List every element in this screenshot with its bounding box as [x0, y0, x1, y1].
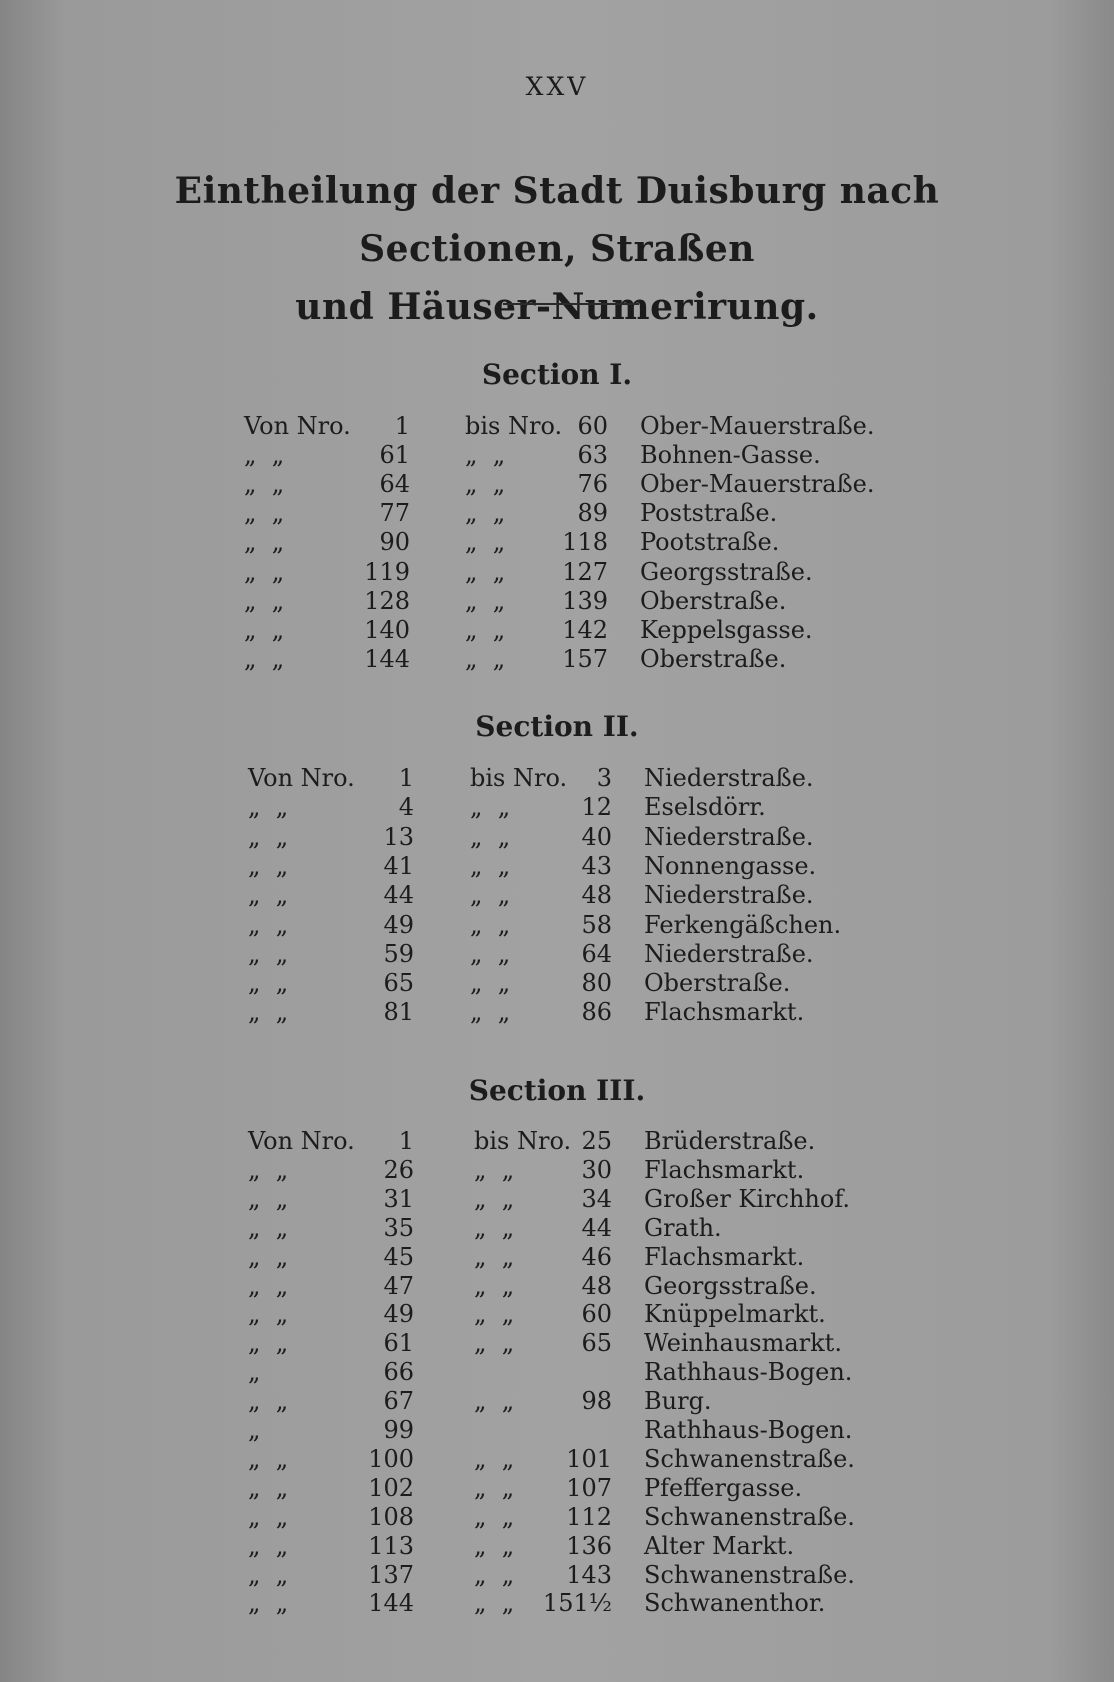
von-label: „ „: [248, 1560, 289, 1589]
from-number: 1: [398, 764, 414, 792]
street-name: Georgsstraße.: [640, 557, 813, 586]
table-row: [0, 969, 1114, 998]
to-number: 12: [581, 793, 612, 822]
street-name: Alter Markt.: [644, 1531, 795, 1560]
street-name: Georgsstraße.: [644, 1271, 817, 1300]
table-row: [0, 764, 1114, 793]
von-label: „ „: [248, 1329, 289, 1358]
von-label: „ „: [248, 1184, 289, 1213]
to-number: 43: [581, 851, 612, 880]
street-name: Flachsmarkt.: [644, 1242, 805, 1271]
table-row: [0, 1503, 1114, 1532]
street-name: Pfeffergasse.: [644, 1473, 803, 1502]
bis-label: „ „: [470, 793, 511, 822]
table-row: [0, 587, 1114, 616]
to-number: 60: [577, 412, 608, 440]
table-row: [0, 1329, 1114, 1358]
table-row: [0, 1156, 1114, 1185]
from-number: 77: [379, 499, 410, 528]
bis-label: „ „: [474, 1560, 515, 1589]
from-number: 137: [368, 1560, 414, 1589]
from-number: 61: [379, 441, 410, 470]
to-number: 48: [581, 881, 612, 910]
to-number: 34: [581, 1184, 612, 1213]
to-number: 48: [581, 1271, 612, 1300]
table-row: [0, 1589, 1114, 1618]
from-number: 35: [383, 1213, 414, 1242]
to-number: 46: [581, 1242, 612, 1271]
von-label: Von Nro.: [248, 764, 355, 792]
from-number: 99: [383, 1416, 414, 1444]
from-number: 61: [383, 1329, 414, 1358]
street-name: Niederstraße.: [644, 764, 814, 792]
street-name: Grath.: [644, 1213, 722, 1242]
from-number: 108: [368, 1502, 414, 1531]
from-number: 64: [379, 470, 410, 499]
von-label: „ „: [248, 1589, 289, 1618]
street-name: Niederstraße.: [644, 822, 814, 851]
from-number: 144: [364, 644, 410, 673]
bis-label: bis Nro.: [465, 412, 563, 440]
bis-label: „ „: [474, 1473, 515, 1502]
street-name: Flachsmarkt.: [644, 1155, 805, 1184]
street-name: Ober-Mauerstraße.: [640, 470, 875, 499]
bis-label: „ „: [470, 851, 511, 880]
table-row: [0, 441, 1114, 470]
von-label: „ „: [248, 969, 289, 998]
street-name: Knüppelmarkt.: [644, 1300, 826, 1329]
to-number: 58: [581, 910, 612, 939]
street-name: Rathhaus-Bogen.: [644, 1416, 853, 1444]
von-label: „ „: [244, 470, 285, 499]
to-number: 143: [566, 1560, 612, 1589]
title-line-1: Eintheilung der Stadt Duisburg nach Sectionen, Straßen: [174, 170, 940, 270]
table-row: [0, 1387, 1114, 1416]
to-number: 65: [581, 1329, 612, 1358]
von-label: Von Nro.: [244, 412, 351, 440]
bis-label: „ „: [470, 881, 511, 910]
from-number: 119: [364, 557, 410, 586]
von-label: „ „: [248, 939, 289, 968]
to-number: 136: [566, 1531, 612, 1560]
to-number: 63: [577, 441, 608, 470]
street-name: Ferkengäßchen.: [644, 910, 842, 939]
bis-label: „ „: [470, 969, 511, 998]
table-row: [0, 616, 1114, 645]
table-row: [0, 881, 1114, 910]
to-number: 25: [581, 1127, 612, 1155]
from-number: 128: [364, 586, 410, 615]
street-name: Großer Kirchhof.: [644, 1184, 850, 1213]
from-number: 140: [364, 615, 410, 644]
street-name: Keppelsgasse.: [640, 615, 813, 644]
bis-label: „ „: [474, 1387, 515, 1416]
table-row: [0, 1214, 1114, 1243]
table-row: [0, 412, 1114, 441]
bis-label: „ „: [465, 586, 506, 615]
von-label: „: [248, 1416, 261, 1444]
to-number: 157: [562, 644, 608, 673]
bis-label: „ „: [474, 1300, 515, 1329]
street-name: Weinhausmarkt.: [644, 1329, 842, 1358]
from-number: 144: [368, 1589, 414, 1618]
to-number: 40: [581, 822, 612, 851]
to-number: 86: [581, 998, 612, 1027]
von-label: „ „: [244, 441, 285, 470]
to-number: 44: [581, 1213, 612, 1242]
street-name: Ober-Mauerstraße.: [640, 412, 875, 440]
street-name: Oberstraße.: [640, 586, 787, 615]
von-label: „ „: [248, 793, 289, 822]
street-name: Oberstraße.: [644, 969, 791, 998]
document-title: [100, 162, 1014, 336]
street-name: Schwanenthor.: [644, 1589, 826, 1618]
to-number: 76: [577, 470, 608, 499]
bis-label: „ „: [465, 441, 506, 470]
street-name: Poststraße.: [640, 499, 778, 528]
von-label: „ „: [248, 1531, 289, 1560]
from-number: 26: [383, 1155, 414, 1184]
table-row: [0, 1416, 1114, 1445]
table-row: [0, 1445, 1114, 1474]
von-label: „ „: [248, 1387, 289, 1416]
von-label: „ „: [244, 528, 285, 557]
table-row: [0, 528, 1114, 557]
table-row: [0, 1243, 1114, 1272]
street-name: Niederstraße.: [644, 881, 814, 910]
to-number: 80: [581, 969, 612, 998]
bis-label: „ „: [470, 939, 511, 968]
to-number: 151½: [542, 1589, 612, 1618]
from-number: 59: [383, 939, 414, 968]
von-label: „ „: [244, 586, 285, 615]
from-number: 1: [394, 412, 410, 440]
bis-label: „ „: [474, 1329, 515, 1358]
table-row: [0, 911, 1114, 940]
von-label: „ „: [248, 998, 289, 1027]
bis-label: „ „: [465, 615, 506, 644]
section-heading: Section II.: [475, 710, 639, 743]
from-number: 66: [383, 1358, 414, 1387]
to-number: 60: [581, 1300, 612, 1329]
bis-label: „ „: [474, 1242, 515, 1271]
von-label: „ „: [248, 1444, 289, 1473]
bis-label: „ „: [474, 1271, 515, 1300]
from-number: 47: [383, 1271, 414, 1300]
section-heading: Section I.: [481, 358, 633, 391]
von-label: „ „: [244, 644, 285, 673]
to-number: 89: [577, 499, 608, 528]
from-number: 45: [383, 1242, 414, 1271]
von-label: „ „: [248, 1300, 289, 1329]
von-label: „ „: [248, 1502, 289, 1531]
to-number: 64: [581, 939, 612, 968]
table-row: [0, 645, 1114, 674]
bis-label: „ „: [465, 557, 506, 586]
from-number: 100: [368, 1444, 414, 1473]
page-number: XXV: [525, 72, 589, 101]
from-number: 49: [383, 1300, 414, 1329]
to-number: 142: [562, 615, 608, 644]
from-number: 102: [368, 1473, 414, 1502]
bis-label: bis Nro.: [470, 764, 568, 792]
bis-label: „ „: [474, 1184, 515, 1213]
table-row: [0, 1561, 1114, 1590]
from-number: 4: [398, 793, 414, 822]
bis-label: „ „: [465, 528, 506, 557]
from-number: 67: [383, 1387, 414, 1416]
from-number: 65: [383, 969, 414, 998]
table-row: [0, 1532, 1114, 1561]
street-name: Rathhaus-Bogen.: [644, 1358, 853, 1387]
von-label: „ „: [244, 615, 285, 644]
from-number: 81: [383, 998, 414, 1027]
street-name: Schwanenstraße.: [644, 1502, 855, 1531]
from-number: 90: [379, 528, 410, 557]
von-label: „ „: [248, 851, 289, 880]
bis-label: „ „: [474, 1213, 515, 1242]
bis-label: „ „: [474, 1155, 515, 1184]
from-number: 31: [383, 1184, 414, 1213]
from-number: 1: [398, 1127, 414, 1155]
to-number: 139: [562, 586, 608, 615]
von-label: „ „: [248, 910, 289, 939]
table-row: [0, 940, 1114, 969]
from-number: 49: [383, 910, 414, 939]
von-label: „ „: [244, 557, 285, 586]
to-number: 3: [596, 764, 612, 792]
street-name: Oberstraße.: [640, 644, 787, 673]
street-name: Bohnen-Gasse.: [640, 441, 821, 470]
to-number: 118: [562, 528, 608, 557]
from-number: 113: [368, 1531, 414, 1560]
from-number: 44: [383, 881, 414, 910]
von-label: „ „: [248, 1155, 289, 1184]
table-row: [0, 793, 1114, 822]
table-row: [0, 852, 1114, 881]
von-label: „ „: [248, 1213, 289, 1242]
to-number: 98: [581, 1387, 612, 1416]
table-row: [0, 1358, 1114, 1387]
von-label: „: [248, 1358, 261, 1387]
von-label: „ „: [248, 1271, 289, 1300]
to-number: 101: [566, 1444, 612, 1473]
street-name: Brüderstraße.: [644, 1127, 816, 1155]
street-name: Burg.: [644, 1387, 712, 1416]
table-row: [0, 1272, 1114, 1301]
table-row: [0, 823, 1114, 852]
to-number: 30: [581, 1155, 612, 1184]
table-row: [0, 470, 1114, 499]
von-label: Von Nro.: [248, 1127, 355, 1155]
table-row: [0, 998, 1114, 1027]
from-number: 13: [383, 822, 414, 851]
to-number: 127: [562, 557, 608, 586]
bis-label: „ „: [474, 1502, 515, 1531]
section-heading: Section III.: [468, 1074, 646, 1107]
bis-label: „ „: [474, 1444, 515, 1473]
street-name: Pootstraße.: [640, 528, 780, 557]
street-name: Eselsdörr.: [644, 793, 766, 822]
bis-label: „ „: [474, 1589, 515, 1618]
table-row: [0, 1300, 1114, 1329]
bis-label: „ „: [465, 499, 506, 528]
street-name: Nonnengasse.: [644, 851, 817, 880]
table-row: [0, 558, 1114, 587]
street-name: Flachsmarkt.: [644, 998, 805, 1027]
street-name: Schwanenstraße.: [644, 1444, 855, 1473]
bis-label: „ „: [465, 644, 506, 673]
street-name: Niederstraße.: [644, 939, 814, 968]
to-number: 112: [566, 1502, 612, 1531]
table-row: [0, 1185, 1114, 1214]
von-label: „ „: [248, 1473, 289, 1502]
von-label: „ „: [244, 499, 285, 528]
bis-label: „ „: [470, 822, 511, 851]
table-row: [0, 1474, 1114, 1503]
bis-label: „ „: [474, 1531, 515, 1560]
table-row: [0, 1127, 1114, 1156]
bis-label: „ „: [470, 998, 511, 1027]
title-line-2: und Häuser-Numerirung.: [295, 286, 819, 328]
from-number: 41: [383, 851, 414, 880]
von-label: „ „: [248, 881, 289, 910]
von-label: „ „: [248, 1242, 289, 1271]
bis-label: „ „: [470, 910, 511, 939]
table-row: [0, 499, 1114, 528]
bis-label: bis Nro.: [474, 1127, 572, 1155]
von-label: „ „: [248, 822, 289, 851]
street-name: Schwanenstraße.: [644, 1560, 855, 1589]
bis-label: „ „: [465, 470, 506, 499]
to-number: 107: [566, 1473, 612, 1502]
title-divider: [503, 303, 639, 305]
